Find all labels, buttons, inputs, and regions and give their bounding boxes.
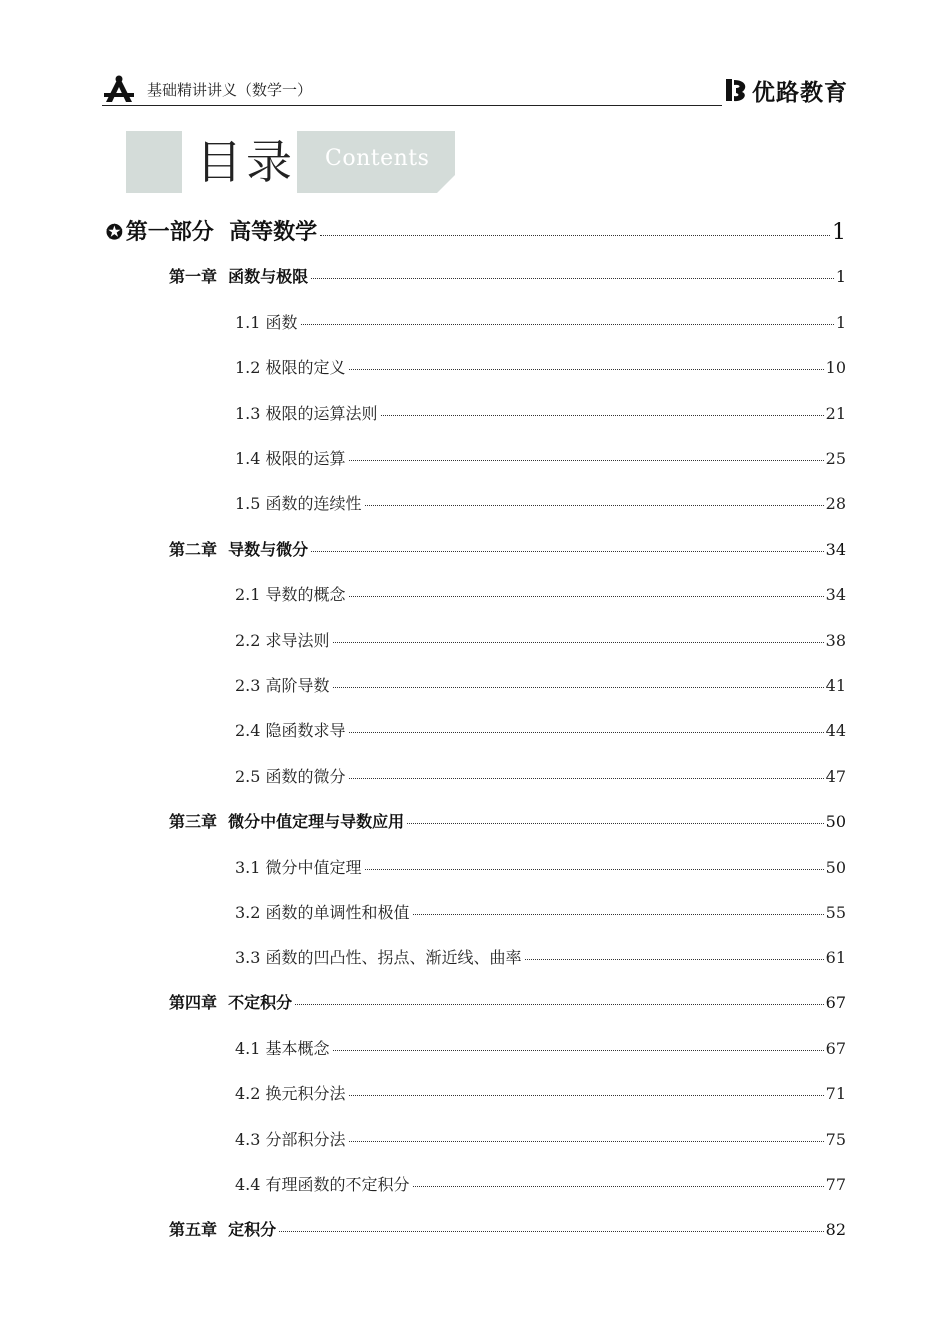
toc-page-number: 75 <box>825 1130 846 1149</box>
toc-page-number: 50 <box>825 812 846 831</box>
leader-dots <box>525 959 824 960</box>
toc-section[interactable] <box>235 673 846 696</box>
header-title: 基础精讲讲义（数学一） <box>147 81 313 99</box>
toc-section-label: 4.4 有理函数的不定积分 <box>235 1175 410 1194</box>
page-subtitle: Contents <box>325 146 430 171</box>
leader-dots <box>279 1231 823 1232</box>
toc-section[interactable] <box>235 1127 846 1150</box>
toc-page-number: 21 <box>825 404 846 423</box>
toc-section-label: 2.3 高阶导数 <box>235 676 330 695</box>
toc-section-label: 4.2 换元积分法 <box>235 1084 346 1103</box>
toc-chapter-5[interactable] <box>169 1217 846 1240</box>
toc-page-number: 77 <box>825 1175 846 1194</box>
leader-dots <box>333 642 824 643</box>
leader-dots <box>413 1186 824 1187</box>
toc-section-label: 1.2 极限的定义 <box>235 358 346 377</box>
toc-page-number: 55 <box>825 903 846 922</box>
toc-page-number: 25 <box>825 449 846 468</box>
leader-dots <box>349 778 824 779</box>
toc-chapter-label: 第三章 微分中值定理与导数应用 <box>169 812 405 831</box>
toc-page-number: 28 <box>825 494 846 513</box>
toc-chapter-2[interactable] <box>169 537 846 560</box>
toc-page-number: 1 <box>835 313 846 332</box>
toc-page-number: 67 <box>825 993 846 1012</box>
toc-part-label: 第一部分 高等数学 <box>125 219 318 245</box>
toc-chapter-4[interactable] <box>169 990 846 1013</box>
toc-section[interactable] <box>235 582 846 605</box>
toc-page-number: 1 <box>832 220 846 245</box>
toc-part-1[interactable] <box>106 215 846 246</box>
toc-section-label: 1.5 函数的连续性 <box>235 494 362 513</box>
toc-section[interactable] <box>235 900 846 923</box>
leader-dots <box>381 415 824 416</box>
leader-dots <box>333 1050 824 1051</box>
toc-page-number: 38 <box>825 631 846 650</box>
toc-section-label: 4.3 分部积分法 <box>235 1130 346 1149</box>
toc-section[interactable] <box>235 628 846 651</box>
leader-dots <box>365 505 824 506</box>
leader-dots <box>349 1141 824 1142</box>
toc-section-label: 2.5 函数的微分 <box>235 767 346 786</box>
toc-page-number: 34 <box>825 540 846 559</box>
toc-section[interactable] <box>235 1036 846 1059</box>
toc-section[interactable] <box>235 491 846 514</box>
toc-section-label: 2.2 求导法则 <box>235 631 330 650</box>
leader-dots <box>349 596 824 597</box>
toc-page-number: 47 <box>825 767 846 786</box>
toc-section[interactable] <box>235 1081 846 1104</box>
leader-dots <box>349 732 824 733</box>
toc-section[interactable] <box>235 855 846 878</box>
toc-page-number: 67 <box>825 1039 846 1058</box>
toc-section-label: 2.1 导数的概念 <box>235 585 346 604</box>
leader-dots <box>311 551 823 552</box>
toc-page-number: 34 <box>825 585 846 604</box>
leader-dots <box>295 1004 823 1005</box>
toc-page-number: 41 <box>825 676 846 695</box>
toc-section-label: 3.2 函数的单调性和极值 <box>235 903 410 922</box>
leader-dots <box>311 278 834 279</box>
leader-dots <box>413 914 824 915</box>
toc-section-label: 4.1 基本概念 <box>235 1039 330 1058</box>
toc-section[interactable] <box>235 1172 846 1195</box>
brand-mark-icon <box>724 76 750 104</box>
brand-name: 优路教育 <box>752 79 848 106</box>
leader-dots <box>407 823 823 824</box>
toc-chapter-label: 第二章 导数与微分 <box>169 540 309 559</box>
toc-chapter-label: 第四章 不定积分 <box>169 993 293 1012</box>
toc-section-label: 1.4 极限的运算 <box>235 449 346 468</box>
title-accent-block <box>126 131 182 193</box>
toc-page-number: 1 <box>835 267 846 286</box>
compass-logo-icon <box>102 74 136 104</box>
toc-section-label: 3.1 微分中值定理 <box>235 858 362 877</box>
leader-dots <box>365 869 824 870</box>
toc-section[interactable] <box>235 310 846 333</box>
star-circle-icon: ✪ <box>106 220 123 244</box>
toc-chapter-1[interactable] <box>169 264 846 287</box>
toc-page-number: 82 <box>825 1220 846 1239</box>
brand-logo <box>724 72 848 108</box>
toc-page-number: 44 <box>825 721 846 740</box>
toc-section[interactable] <box>235 945 846 968</box>
toc-section-label: 1.1 函数 <box>235 313 298 332</box>
toc-section[interactable] <box>235 355 846 378</box>
leader-dots <box>320 235 830 236</box>
toc-chapter-label: 第五章 定积分 <box>169 1220 277 1239</box>
header-divider <box>102 105 722 106</box>
leader-dots <box>301 324 834 325</box>
toc-section[interactable] <box>235 718 846 741</box>
leader-dots <box>349 460 824 461</box>
toc-section-label: 1.3 极限的运算法则 <box>235 404 378 423</box>
toc-page-number: 71 <box>825 1084 846 1103</box>
toc-section[interactable] <box>235 446 846 469</box>
toc-section[interactable] <box>235 764 846 787</box>
toc-chapter-label: 第一章 函数与极限 <box>169 267 309 286</box>
toc-page-number: 50 <box>825 858 846 877</box>
toc-page-number: 61 <box>825 948 846 967</box>
toc-section[interactable] <box>235 401 846 424</box>
toc-page-number: 10 <box>825 358 846 377</box>
leader-dots <box>333 687 824 688</box>
leader-dots <box>349 369 824 370</box>
toc-section-label: 3.3 函数的凹凸性、拐点、渐近线、曲率 <box>235 948 522 967</box>
page-title: 目录 <box>196 135 296 189</box>
toc-section-label: 2.4 隐函数求导 <box>235 721 346 740</box>
toc-chapter-3[interactable] <box>169 809 846 832</box>
leader-dots <box>349 1095 824 1096</box>
